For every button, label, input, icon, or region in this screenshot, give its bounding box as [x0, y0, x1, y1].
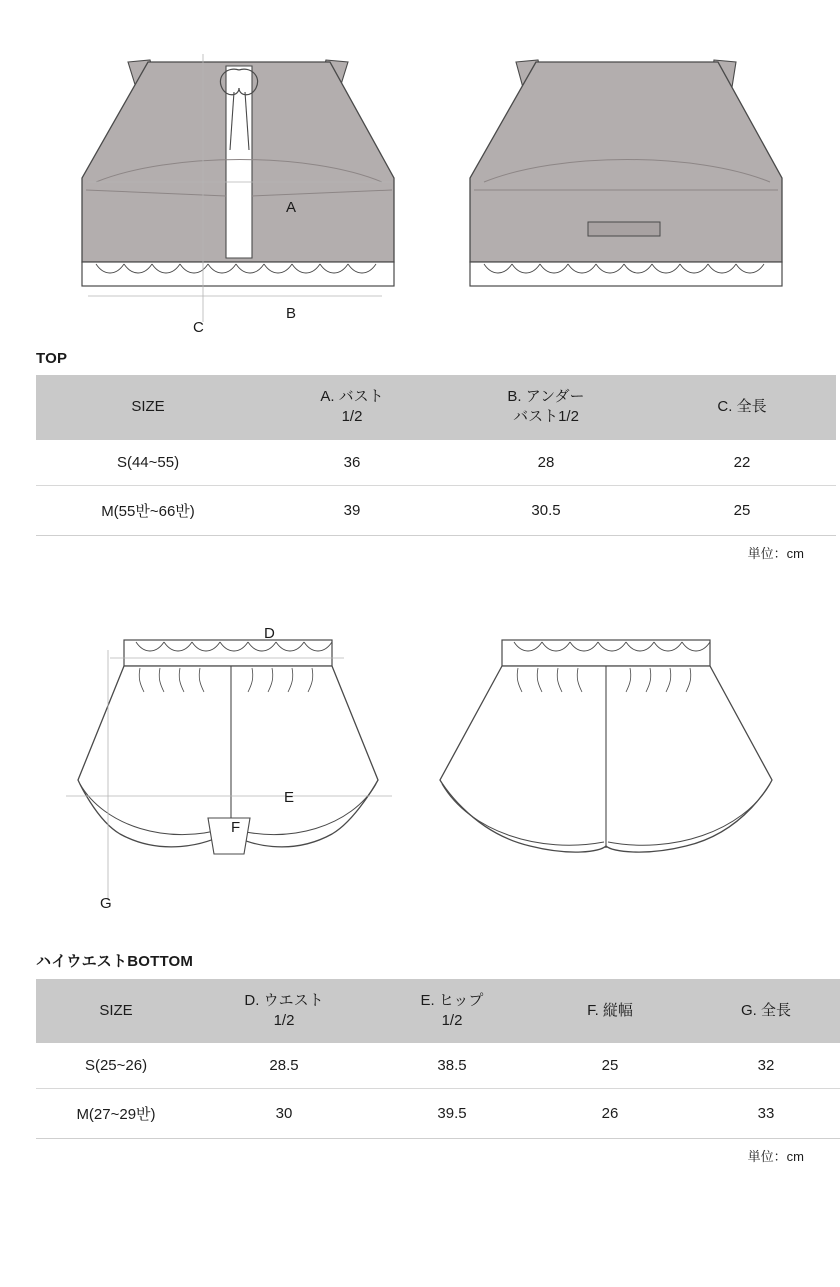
- th-rise: [532, 979, 688, 1044]
- cell-hip: 39.5: [372, 1089, 532, 1139]
- th-hip-line2: 1/2: [441, 1011, 463, 1029]
- bottom-back-view: [440, 640, 772, 852]
- th-hip: [372, 979, 532, 1044]
- cell-size: M(27~29반): [36, 1089, 196, 1139]
- th-bust: [260, 375, 444, 440]
- cell-size: M(55반~66반): [36, 485, 260, 535]
- th-bust-line1: A. バスト: [320, 388, 384, 405]
- th-size-line1: SIZE: [131, 398, 165, 416]
- top-front-view: [82, 54, 394, 336]
- bottom-front-view: [66, 625, 392, 912]
- th-waist: [196, 979, 372, 1044]
- top-section-title: TOP: [36, 350, 68, 367]
- cell-total-length: 32: [688, 1043, 840, 1089]
- label-f: F: [231, 818, 241, 836]
- cell-size: S(25~26): [36, 1043, 196, 1089]
- th-underbust: [444, 375, 648, 440]
- th-waist-line2: 1/2: [273, 1011, 295, 1029]
- th-bust-line2: 1/2: [341, 408, 363, 426]
- cell-bust: 39: [260, 485, 444, 535]
- bottom-unit-note: 単位：cm: [747, 1149, 804, 1164]
- table-row: [36, 440, 836, 486]
- cell-hip: 38.5: [372, 1043, 532, 1089]
- top-garment-drawing: [0, 0, 840, 350]
- table-row: [36, 1043, 840, 1089]
- bottom-table-head: [36, 979, 840, 1044]
- bottom-title-jp: ハイウエスト: [36, 952, 128, 970]
- th-waist-line1: D. ウエスト: [244, 991, 324, 1009]
- th-rise-line1: F. 縦幅: [587, 1001, 633, 1019]
- label-d: D: [264, 624, 275, 642]
- table-row: [36, 1089, 840, 1139]
- cell-waist: 30: [196, 1089, 372, 1139]
- label-b: B: [286, 305, 297, 322]
- th-underbust-line1: B. アンダー: [507, 388, 585, 405]
- cell-size: S(44~55): [36, 440, 260, 486]
- label-a: A: [286, 199, 297, 216]
- top-table-head: [36, 375, 836, 440]
- bottom-size-table: [36, 979, 840, 1140]
- spacer: [0, 562, 840, 620]
- cell-rise: 25: [532, 1043, 688, 1089]
- cell-rise: 26: [532, 1089, 688, 1139]
- table-row: [36, 485, 836, 535]
- top-table-body: [36, 440, 836, 536]
- cell-total-length: 33: [688, 1089, 840, 1139]
- th-hip-line1: E. ヒップ: [420, 991, 484, 1009]
- th-length-line1: C. 全長: [717, 398, 767, 416]
- top-illustration: [0, 0, 840, 350]
- th-total-length-line1: G. 全長: [740, 1001, 791, 1019]
- table-header-row: [36, 979, 840, 1044]
- bottom-title-en: BOTTOM: [127, 952, 194, 970]
- top-unit-note: 単位：cm: [747, 545, 804, 561]
- cell-underbust: 30.5: [444, 485, 648, 535]
- th-size: [36, 375, 260, 440]
- top-size-table: [36, 375, 836, 536]
- th-size-line1: SIZE: [99, 1001, 133, 1019]
- th-size: [36, 979, 196, 1044]
- label-e: E: [284, 788, 295, 806]
- table-header-row: [36, 375, 836, 440]
- cell-bust: 36: [260, 440, 444, 486]
- cell-length: 22: [648, 440, 836, 486]
- cell-waist: 28.5: [196, 1043, 372, 1089]
- top-back-view: [470, 60, 782, 286]
- th-length: [648, 375, 836, 440]
- bottom-illustration: [0, 620, 840, 950]
- th-total-length: [688, 979, 840, 1044]
- th-underbust-line2: バスト1/2: [513, 408, 579, 426]
- cell-underbust: 28: [444, 440, 648, 486]
- bottom-section-title: [0, 950, 840, 971]
- label-c: C: [193, 319, 204, 336]
- label-g: G: [100, 894, 112, 912]
- bottom-table-body: [36, 1043, 840, 1139]
- bottom-garment-drawing: [0, 620, 840, 950]
- cell-length: 25: [648, 485, 836, 535]
